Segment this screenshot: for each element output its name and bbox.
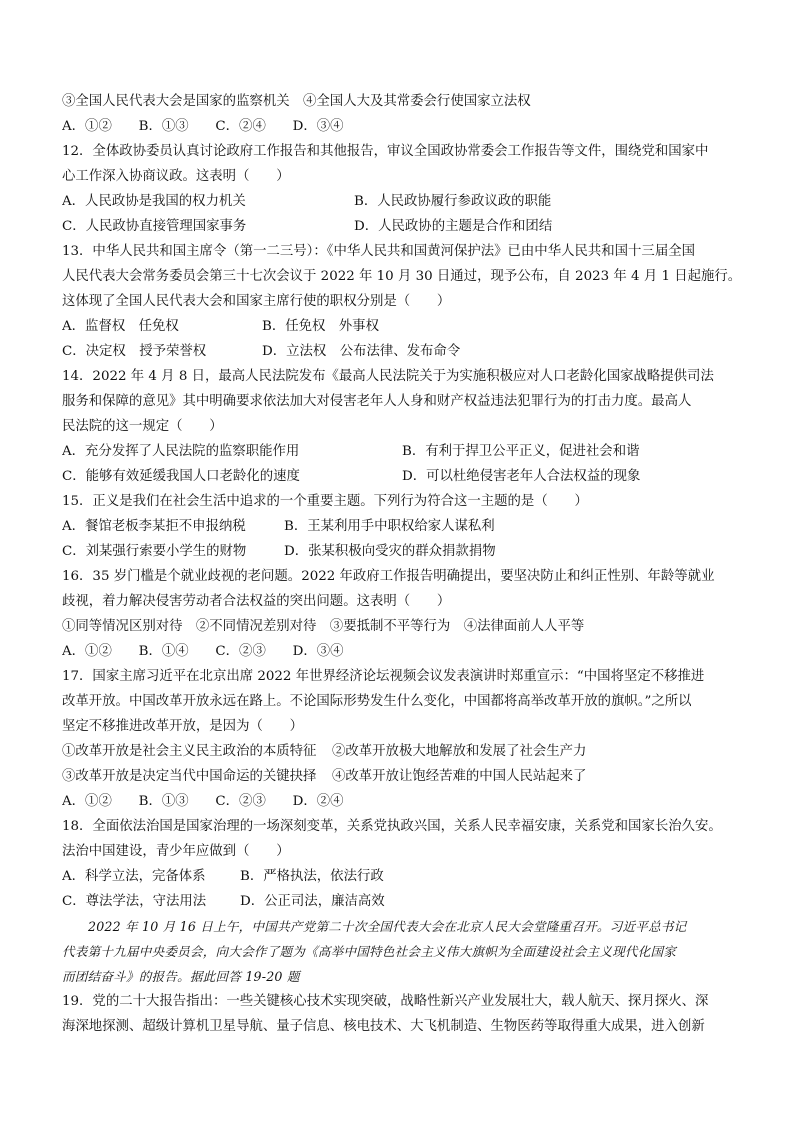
- reading-passage-cont: 而团结奋斗》的报告。据此回答 19-20 题: [62, 969, 300, 984]
- question-17-cont: 坚定不移推进改革开放，是因为（ ）: [62, 719, 304, 734]
- statement-4: ④改革开放让饱经苦难的中国人民站起来了: [332, 769, 587, 784]
- option-c: C．人民政协直接管理国家事务: [62, 219, 247, 234]
- question-15: 15．正义是我们在社会生活中追求的一个重要主题。下列行为符合这一主题的是（ ）: [62, 494, 588, 509]
- option-row: [62, 539, 742, 564]
- option-d: D．人民政协的主题是合作和团结: [354, 219, 553, 234]
- option-d: D．公正司法，廉洁高效: [240, 894, 385, 909]
- option-d: D．可以杜绝侵害老年人合法权益的现象: [402, 469, 641, 484]
- statement-3: ③改革开放是决定当代中国命运的关键抉择: [62, 769, 317, 784]
- statement-row: [62, 764, 742, 789]
- option-c: C．能够有效延缓我国人口老龄化的速度: [62, 469, 300, 484]
- option-c: C．决定权 授予荣誉权: [62, 344, 207, 359]
- question-12-cont: 心工作深入协商议政。这表明（ ）: [62, 169, 290, 184]
- option-row: [62, 439, 742, 464]
- question-19: 19．党的二十大报告指出：一些关键核心技术实现突破，战略性新兴产业发展壮大，载人航天、探月探火、深: [62, 994, 709, 1009]
- option-b: B．王某利用手中职权给家人谋私利: [284, 519, 495, 534]
- option-d: D．张某积极向受灾的群众捐款捐物: [284, 544, 496, 559]
- question-13-cont: 这体现了全国人民代表大会和国家主席行使的职权分别是（ ）: [62, 294, 451, 309]
- question-17-cont: 改革开放。中国改革开放永远在路上。不论国际形势发生什么变化，中国都将高举改革开放的旗帜。”之所以: [62, 694, 692, 709]
- exam-content: [62, 89, 742, 1039]
- question-19-cont: 海深地探测、超级计算机卫星导航、量子信息、核电技术、大飞机制造、生物医药等取得重大成果，进入创新: [62, 1019, 705, 1034]
- statement-1: ①改革开放是社会主义民主政治的本质特征: [62, 744, 317, 759]
- option-line: A．①② B．①④ C．②③ D．③④: [62, 644, 344, 659]
- option-c: C．刘某强行索要小学生的财物: [62, 544, 247, 559]
- question-16-cont: 歧视，着力解决侵害劳动者合法权益的突出问题。这表明（ ）: [62, 594, 451, 609]
- option-b: B．人民政协履行参政议政的职能: [354, 194, 552, 209]
- question-18: 18．全面依法治国是国家治理的一场深刻变革，关系党执政兴国，关系人民幸福安康，关系党和国家长治久安。: [62, 819, 722, 834]
- question-17: 17．国家主席习近平在北京出席 2022 年世界经济论坛视频会议发表演讲时郑重宣示：“中国将坚定不移推进: [62, 669, 705, 684]
- option-d: D．立法权 公布法律、发布命令: [262, 344, 461, 359]
- question-14: 14．2022 年 4 月 8 日，最高人民法院发布《最高人民法院关于为实施积极应对人口老龄化国家战略提供司法: [62, 369, 714, 384]
- statement-line: ③全国人民代表大会是国家的监察机关 ④全国人大及其常委会行使国家立法权: [62, 94, 531, 109]
- reading-passage-cont: 代表第十九届中央委员会，向大会作了题为《高举中国特色社会主义伟大旗帜为全面建设社会主义现代化国家: [62, 944, 677, 959]
- option-row: [62, 314, 742, 339]
- option-row: [62, 864, 742, 889]
- option-row: [62, 189, 742, 214]
- option-a: A．人民政协是我国的权力机关: [62, 194, 246, 209]
- option-a: A．餐馆老板李某拒不申报纳税: [62, 519, 246, 534]
- statement-line: ①同等情况区别对待 ②不同情况差别对待 ③要抵制不平等行为 ④法律面前人人平等: [62, 619, 585, 634]
- option-line: A．①② B．①③ C．②④ D．③④: [62, 119, 344, 134]
- option-a: A．监督权 任免权: [62, 319, 179, 334]
- question-13-cont: 人民代表大会常务委员会第三十七次会议于 2022 年 10 月 30 日通过，现予公布，自 2023 年 4 月 1 日起施行。: [62, 269, 742, 284]
- reading-passage: 2022 年 10 月 16 日上午，中国共产党第二十次全国代表大会在北京人民大会堂隆重召开。习近平总书记: [88, 919, 687, 934]
- option-row: [62, 889, 742, 914]
- question-18-cont: 法治中国建设，青少年应做到（ ）: [62, 844, 290, 859]
- question-12: 12．全体政协委员认真讨论政府工作报告和其他报告，审议全国政协常委会工作报告等文件，围绕党和国家中: [62, 144, 709, 159]
- option-b: B．严格执法，依法行政: [240, 869, 384, 884]
- statement-row: [62, 739, 742, 764]
- option-c: C．尊法学法，守法用法: [62, 894, 207, 909]
- option-row: [62, 514, 742, 539]
- question-14-cont: 服务和保障的意见》其中明确要求依法加大对侵害老年人人身和财产权益违法犯罪行为的打击力度。最高人: [62, 394, 692, 409]
- option-b: B．任免权 外事权: [262, 319, 379, 334]
- question-16: 16．35 岁门槛是个就业歧视的老问题。2022 年政府工作报告明确提出，要坚决防止和纠正性别、年龄等就业: [62, 569, 715, 584]
- option-a: A．充分发挥了人民法院的监察职能作用: [62, 444, 300, 459]
- statement-2: ②改革开放极大地解放和发展了社会生产力: [332, 744, 587, 759]
- option-b: B．有利于捍卫公平正义，促进社会和谐: [402, 444, 640, 459]
- question-14-cont: 民法院的这一规定（ ）: [62, 419, 223, 434]
- option-row: [62, 214, 742, 239]
- question-13: 13．中华人民共和国主席令（第一二三号）：《中华人民共和国黄河保护法》已由中华人民共和国十三届全国: [62, 244, 695, 259]
- option-a: A．科学立法，完备体系: [62, 869, 206, 884]
- option-row: [62, 464, 742, 489]
- option-line: A．①② B．①③ C．②③ D．②④: [62, 794, 344, 809]
- option-row: [62, 339, 742, 364]
